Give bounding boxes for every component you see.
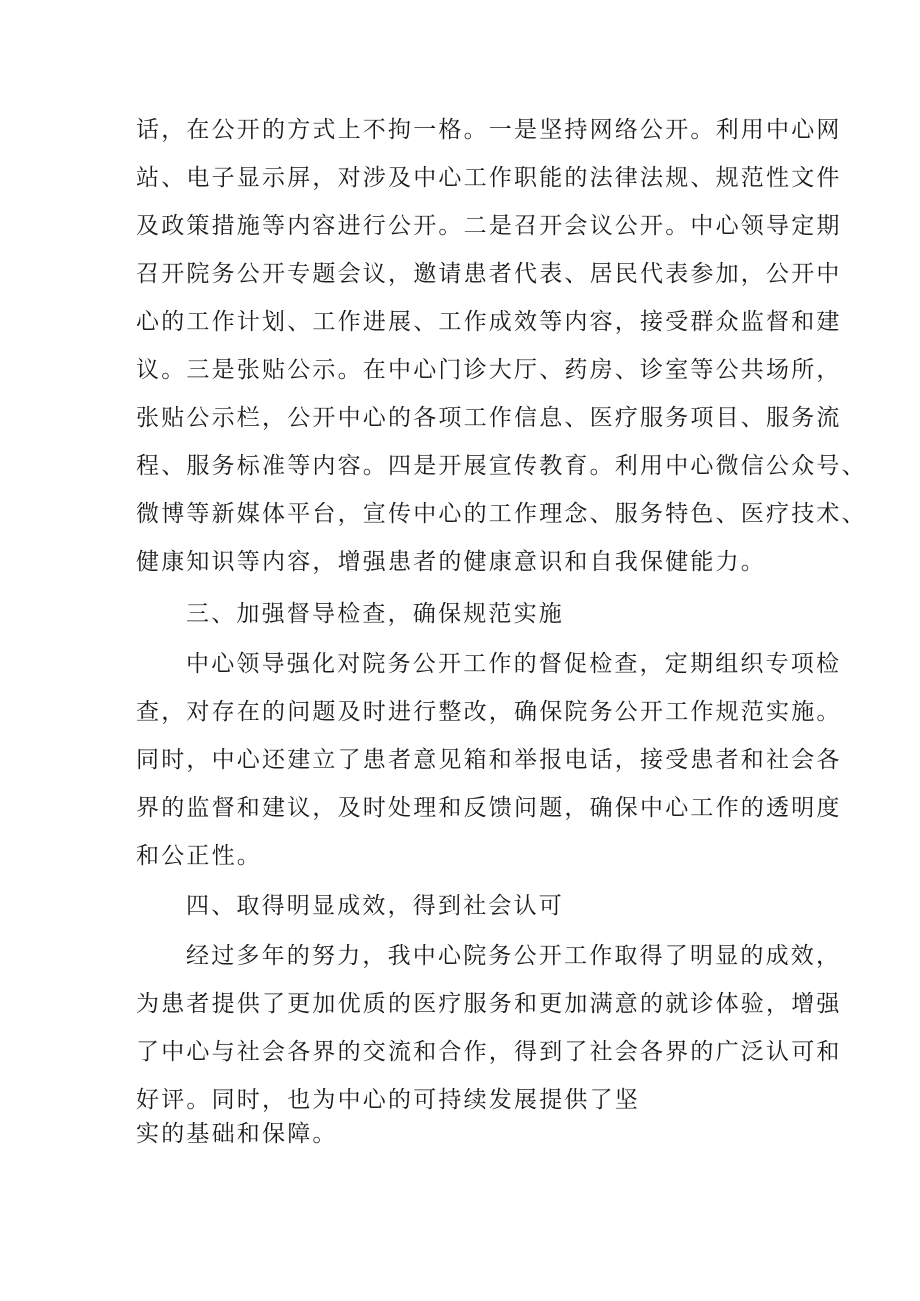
paragraph-line: 议。三是张贴公示。在中心门诊大厅、药房、诊室等公共场所， — [136, 357, 842, 383]
paragraph-line: 召开院务公开专题会议，邀请患者代表、居民代表参加，公开中 — [136, 261, 842, 287]
paragraph-line: 和公正性。 — [136, 843, 262, 869]
paragraph-line: 了中心与社会各界的交流和合作，得到了社会各界的广泛认可和 — [136, 1039, 842, 1065]
paragraph-line: 查，对存在的问题及时进行整改，确保院务公开工作规范实施。 — [136, 699, 842, 725]
paragraph-line: 微博等新媒体平台，宣传中心的工作理念、服务特色、医疗技术、 — [136, 501, 867, 527]
paragraph-line: 为患者提供了更加优质的医疗服务和更加满意的就诊体验，增强 — [136, 991, 842, 1017]
paragraph-line: 张贴公示栏，公开中心的各项工作信息、医疗服务项目、服务流 — [136, 405, 842, 431]
paragraph-line: 站、电子显示屏，对涉及中心工作职能的法律法规、规范性文件 — [136, 165, 842, 191]
section-heading-3: 三、加强督导检查，确保规范实施 — [186, 601, 564, 627]
paragraph-line: 经过多年的努力，我中心院务公开工作取得了明显的成效， — [186, 943, 842, 969]
paragraph-line: 心的工作计划、工作进展、工作成效等内容，接受群众监督和建 — [136, 309, 842, 335]
paragraph-line: 话，在公开的方式上不拘一格。一是坚持网络公开。利用中心网 — [136, 117, 842, 143]
paragraph-line: 及政策措施等内容进行公开。二是召开会议公开。中心领导定期 — [136, 213, 842, 239]
paragraph-line: 实的基础和保障。 — [136, 1121, 338, 1147]
paragraph-line: 中心领导强化对院务公开工作的督促检查，定期组织专项检 — [186, 651, 842, 677]
paragraph-line: 界的监督和建议，及时处理和反馈问题，确保中心工作的透明度 — [136, 795, 842, 821]
section-heading-4: 四、取得明显成效，得到社会认可 — [186, 893, 564, 919]
paragraph-line: 同时，中心还建立了患者意见箱和举报电话，接受患者和社会各 — [136, 747, 842, 773]
paragraph-line: 程、服务标准等内容。四是开展宣传教育。利用中心微信公众号、 — [136, 453, 867, 479]
paragraph-line: 好评。同时，也为中心的可持续发展提供了坚 — [136, 1087, 640, 1113]
paragraph-line: 健康知识等内容，增强患者的健康意识和自我保健能力。 — [136, 549, 766, 575]
